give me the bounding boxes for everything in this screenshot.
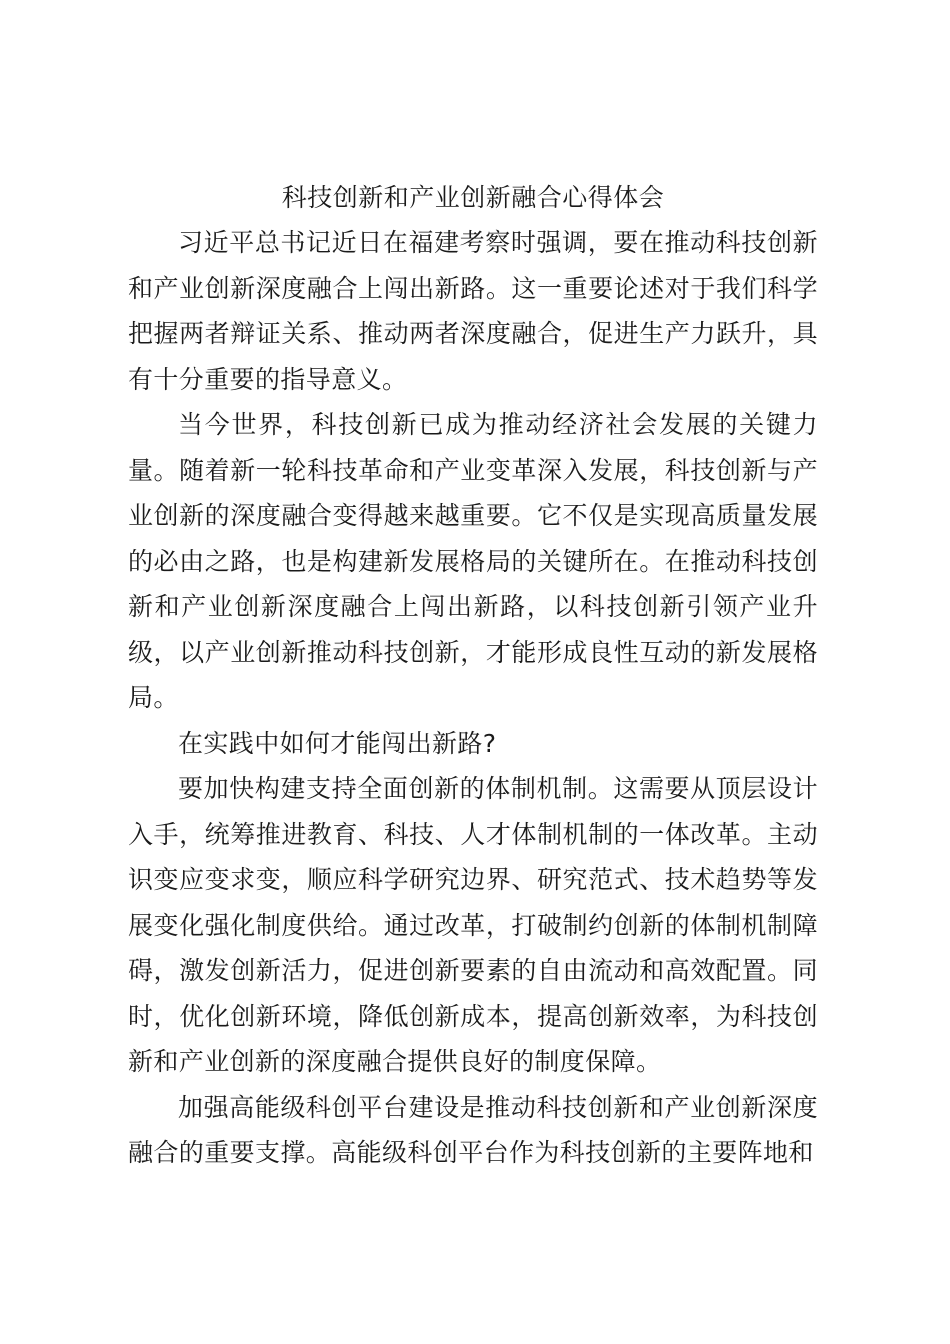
paragraph-5: 加强高能级科创平台建设是推动科技创新和产业创新深度融合的重要支撑。高能级科创平台作为科技创新的主要阵地和 — [128, 1092, 818, 1167]
paragraph-1: 习近平总书记近日在福建考察时强调，要在推动科技创新和产业创新深度融合上闯出新路。这一重要论述对于我们科学把握两者辩证关系、推动两者深度融合，促进生产力跃升，具有十分重要的指导意义。 — [128, 228, 818, 394]
paragraph-2: 当今世界，科技创新已成为推动经济社会发展的关键力量。随着新一轮科技革命和产业变革深入发展，科技创新与产业创新的深度融合变得越来越重要。它不仅是实现高质量发展的必由之路，也是构建新发展格局的关键所在。在推动科技创新和产业创新深度融合上闯出新路，以科技创新引领产业升级，以产业创新推动科技创新，才能形成良性互动的新发展格局。 — [128, 410, 818, 712]
document-title: 科技创新和产业创新融合心得体会 — [281, 183, 665, 212]
paragraph-4: 要加快构建支持全面创新的体制机制。这需要从顶层设计入手，统筹推进教育、科技、人才体制机制的一体改革。主动识变应变求变，顺应科学研究边界、研究范式、技术趋势等发展变化强化制度供给。通过改革，打破制约创新的体制机制障碍，激发创新活力，促进创新要素的自由流动和高效配置。同时，优化创新环境，降低创新成本，提高创新效率，为科技创新和产业创新的深度融合提供良好的制度保障。 — [128, 774, 818, 1076]
paragraph-3: 在实践中如何才能闯出新路? — [178, 728, 497, 758]
document-body — [128, 176, 818, 1176]
